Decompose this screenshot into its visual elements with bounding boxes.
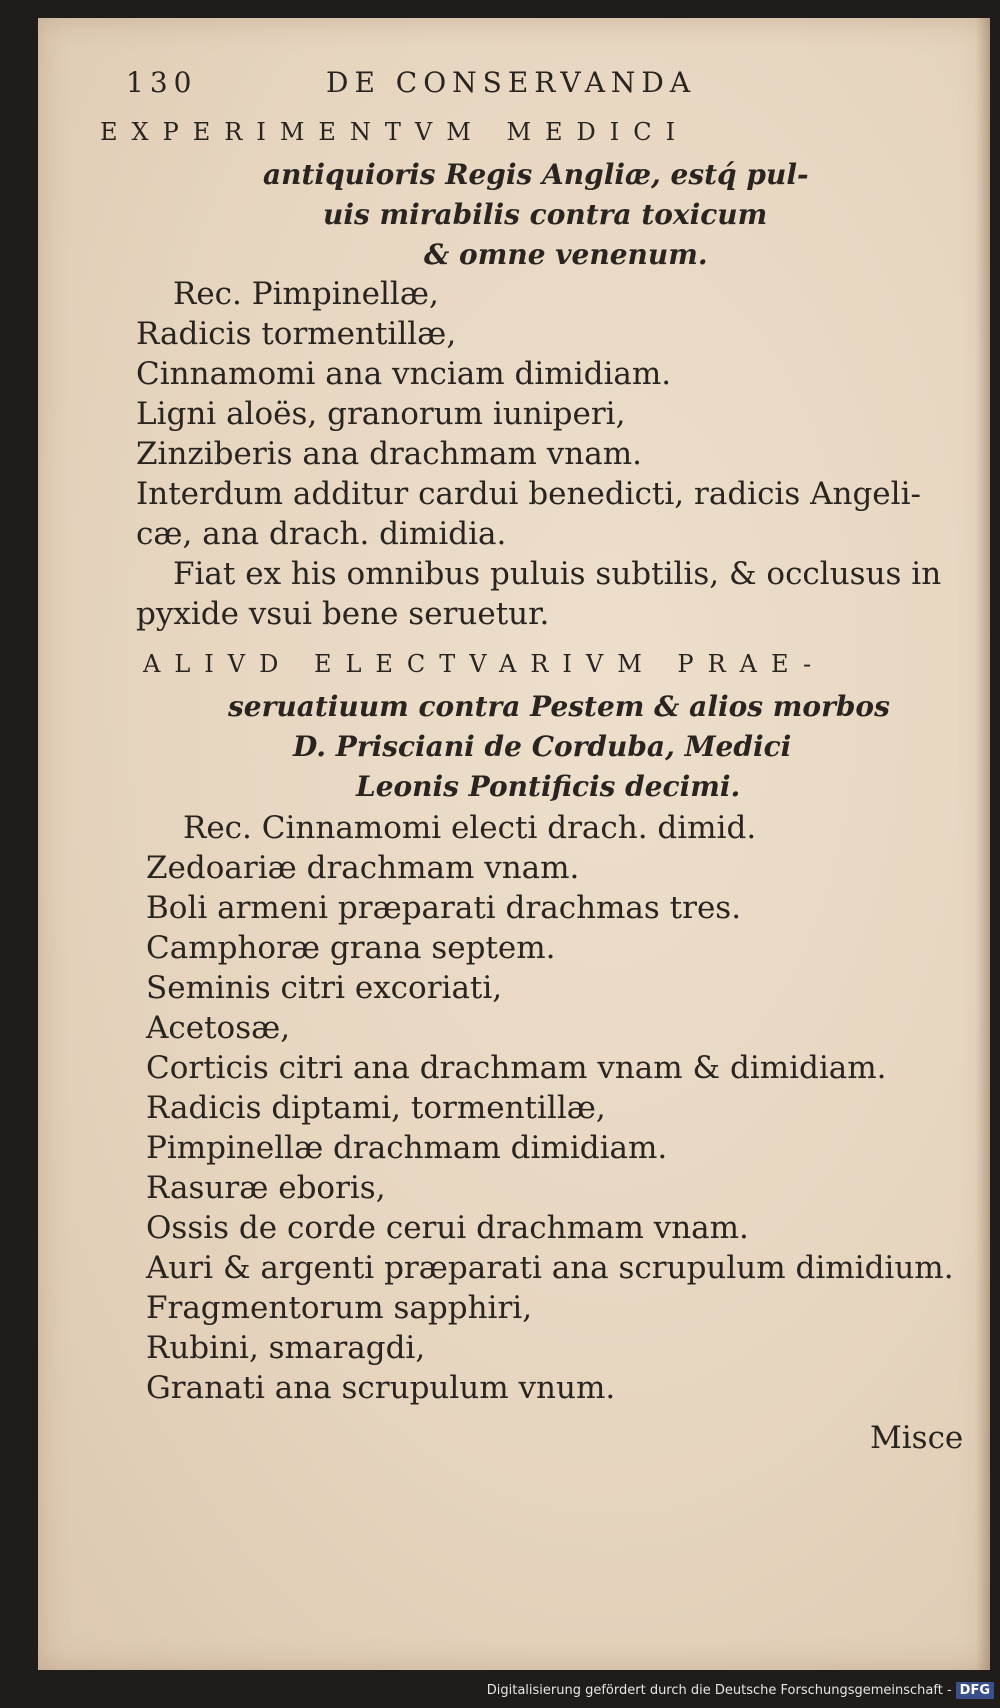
catchword: Misce xyxy=(870,1420,964,1456)
text-line: Rec. Pimpinellæ, xyxy=(173,276,439,312)
text-line: Ligni aloës, granorum iuniperi, xyxy=(136,396,626,432)
text-line: Acetosæ, xyxy=(146,1010,291,1046)
page-edge-shadow xyxy=(976,18,990,1670)
section-title-line: & omne venenum. xyxy=(424,238,708,271)
digitization-footer xyxy=(0,1674,1000,1708)
section-title-line: D. Prisciani de Corduba, Medici xyxy=(293,730,792,763)
text-line: Fragmentorum sapphiri, xyxy=(146,1290,533,1326)
text-line: Corticis citri ana drachmam vnam & dimidiam. xyxy=(146,1050,887,1086)
text-line: Rubini, smaragdi, xyxy=(146,1330,426,1366)
text-line: Seminis citri excoriati, xyxy=(146,970,503,1006)
text-line: Zedoariæ drachmam vnam. xyxy=(146,850,580,886)
running-title: DE CONSERVANDA xyxy=(326,66,697,99)
section-title-line: seruatiuum contra Pestem & alios morbos xyxy=(228,690,890,723)
text-line: Camphoræ grana septem. xyxy=(146,930,556,966)
dfg-logo: DFG xyxy=(956,1682,994,1699)
text-line: cæ, ana drach. dimidia. xyxy=(136,516,507,552)
text-line: Rec. Cinnamomi electi drach. dimid. xyxy=(183,810,757,846)
text-line: Cinnamomi ana vnciam dimidiam. xyxy=(136,356,672,392)
text-line: Boli armeni præparati drachmas tres. xyxy=(146,890,742,926)
text-line: Granati ana scrupulum vnum. xyxy=(146,1370,616,1406)
text-line: Interdum additur cardui benedicti, radicis Angeli- xyxy=(136,476,921,512)
section-heading: EXPERIMENTVM MEDICI xyxy=(100,118,690,146)
section-title-line: Leonis Pontificis decimi. xyxy=(356,770,741,803)
section-title-line: uis mirabilis contra toxicum xyxy=(323,198,768,231)
text-line: Auri & argenti præparati ana scrupulum dimidium. xyxy=(146,1250,954,1286)
text-line: Fiat ex his omnibus puluis subtilis, & occlusus in xyxy=(173,556,942,592)
text-line: pyxide vsui bene seruetur. xyxy=(136,596,550,632)
text-line: Ossis de corde cerui drachmam vnam. xyxy=(146,1210,749,1246)
text-line: Rasuræ eboris, xyxy=(146,1170,386,1206)
section-title-line: antiquioris Regis Angliæ, estq́ pul- xyxy=(263,158,809,191)
text-line: Zinziberis ana drachmam vnam. xyxy=(136,436,642,472)
text-line: Pimpinellæ drachmam dimidiam. xyxy=(146,1130,668,1166)
text-line: Radicis tormentillæ, xyxy=(136,316,457,352)
page-number: 130 xyxy=(126,66,198,99)
footer-text: Digitalisierung gefördert durch die Deutsche Forschungsgemeinschaft - xyxy=(486,1683,952,1698)
book-page xyxy=(38,18,990,1670)
section-heading: ALIVD ELECTVARIVM PRAE- xyxy=(143,650,826,678)
text-line: Radicis diptami, tormentillæ, xyxy=(146,1090,606,1126)
